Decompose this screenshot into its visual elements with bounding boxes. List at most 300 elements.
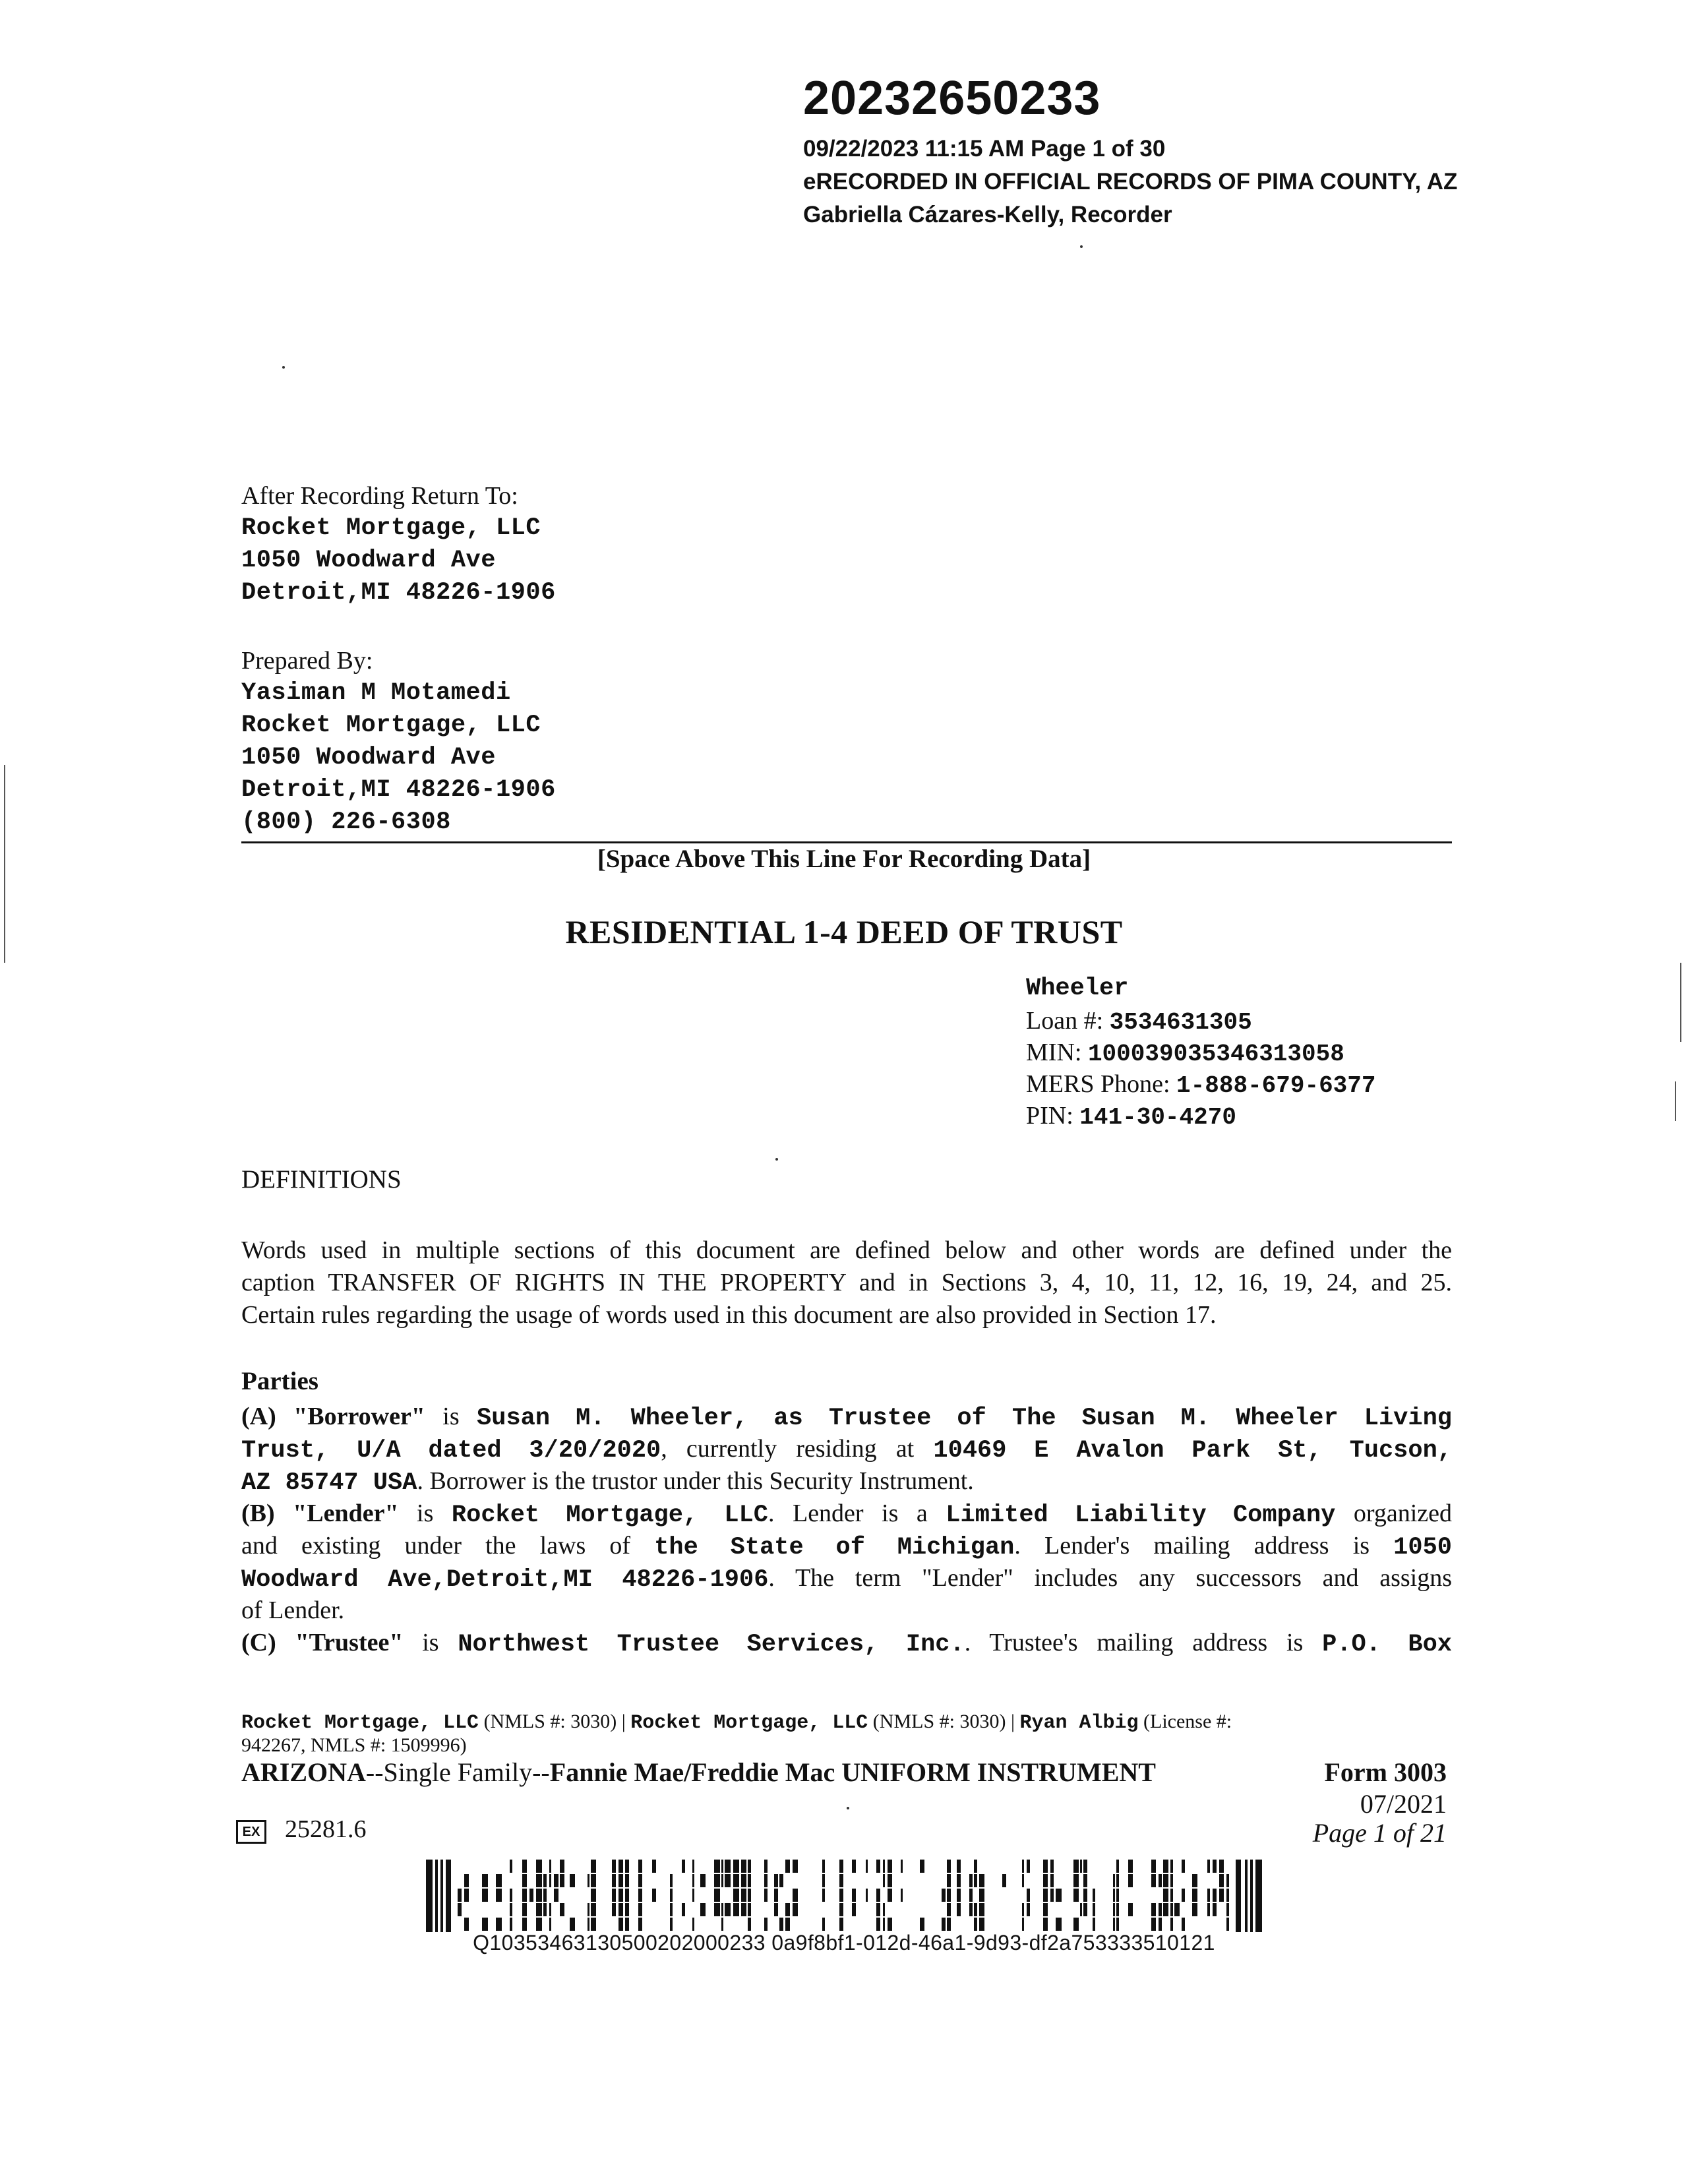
barcode-module bbox=[774, 1903, 778, 1916]
barcode-module bbox=[1159, 1874, 1162, 1887]
barcode-module bbox=[1159, 1918, 1162, 1931]
barcode-module bbox=[1022, 1903, 1024, 1916]
barcode-module bbox=[1022, 1860, 1024, 1873]
barcode-module bbox=[670, 1903, 673, 1916]
barcode-module bbox=[1213, 1860, 1217, 1873]
barcode-module bbox=[748, 1903, 751, 1916]
barcode-module bbox=[779, 1918, 783, 1931]
barcode-module bbox=[522, 1860, 527, 1873]
barcode-module bbox=[942, 1918, 946, 1931]
pin-label: PIN: bbox=[1026, 1102, 1080, 1130]
state-name: ARIZONA bbox=[241, 1757, 366, 1787]
form-date: 07/2021 bbox=[1360, 1789, 1447, 1819]
barcode-module bbox=[1250, 1860, 1253, 1932]
barcode-module bbox=[974, 1903, 977, 1916]
barcode-module bbox=[1182, 1889, 1185, 1902]
text-fragment: is bbox=[398, 1500, 452, 1527]
barcode-module bbox=[969, 1889, 973, 1902]
prepared-by-line: Detroit,MI 48226-1906 bbox=[241, 776, 556, 804]
form-title bbox=[241, 1757, 1156, 1788]
barcode-module bbox=[618, 1889, 623, 1902]
barcode-module bbox=[1192, 1903, 1197, 1916]
barcode-module bbox=[1002, 1874, 1006, 1887]
recording-datetime: 09/22/2023 11:15 AM Page 1 of 30 bbox=[803, 136, 1166, 162]
barcode-module bbox=[839, 1874, 843, 1887]
barcode-module bbox=[1073, 1874, 1079, 1887]
trustee-name: Northwest Trustee Services, Inc. bbox=[458, 1631, 965, 1658]
prepared-by-label: Prepared By: bbox=[241, 647, 373, 675]
barcode-module bbox=[969, 1903, 973, 1916]
barcode-module bbox=[725, 1874, 731, 1887]
barcode-module bbox=[1226, 1903, 1229, 1916]
lender-term: (B) "Lender" bbox=[241, 1500, 399, 1527]
footer-nmls bbox=[241, 1711, 1232, 1734]
barcode-module bbox=[1113, 1903, 1115, 1916]
barcode-module bbox=[852, 1903, 856, 1916]
barcode-module bbox=[822, 1918, 825, 1931]
barcode-module bbox=[510, 1889, 512, 1902]
barcode-module bbox=[464, 1918, 469, 1931]
barcode-module bbox=[1245, 1860, 1248, 1932]
barcode-module bbox=[496, 1889, 502, 1902]
barcode-module bbox=[536, 1860, 542, 1873]
trustee-definition bbox=[241, 1627, 1452, 1661]
lender-definition bbox=[241, 1562, 1452, 1596]
barcode-module bbox=[700, 1903, 706, 1916]
mers-label: MERS Phone: bbox=[1026, 1070, 1177, 1098]
barcode-module bbox=[793, 1903, 798, 1916]
barcode-module bbox=[1192, 1889, 1197, 1902]
barcode-module bbox=[1128, 1874, 1133, 1887]
recorder-name: Gabriella Cázares-Kelly, Recorder bbox=[803, 202, 1172, 228]
barcode-module bbox=[549, 1903, 551, 1916]
text-fragment: (NMLS #: 3030) | bbox=[479, 1711, 631, 1732]
barcode-module bbox=[1073, 1889, 1079, 1902]
barcode-module bbox=[1027, 1889, 1030, 1902]
return-to-label: After Recording Return To: bbox=[241, 482, 518, 510]
barcode-module bbox=[1128, 1860, 1133, 1873]
recording-divider bbox=[241, 841, 1452, 843]
barcode-module bbox=[464, 1874, 469, 1887]
barcode-module bbox=[1255, 1860, 1262, 1932]
lender-entity-type: Limited Liability Company bbox=[946, 1502, 1336, 1529]
borrower-definition bbox=[241, 1433, 1452, 1467]
barcode-module bbox=[652, 1889, 656, 1902]
barcode-module bbox=[725, 1903, 731, 1916]
barcode-module bbox=[692, 1889, 694, 1902]
barcode-module bbox=[638, 1889, 642, 1902]
lender-state: the State of Michigan bbox=[654, 1534, 1015, 1562]
barcode-module bbox=[979, 1918, 984, 1931]
barcode-module bbox=[1116, 1889, 1119, 1902]
barcode-module bbox=[482, 1874, 488, 1887]
barcode-module bbox=[522, 1874, 527, 1887]
barcode-module bbox=[692, 1860, 694, 1873]
barcode-module bbox=[522, 1889, 527, 1902]
barcode-module bbox=[969, 1874, 973, 1887]
barcode-module bbox=[618, 1903, 623, 1916]
barcode-module bbox=[974, 1918, 977, 1931]
barcode-module bbox=[1182, 1918, 1185, 1931]
barcode-module bbox=[725, 1860, 731, 1873]
barcode-module bbox=[1043, 1860, 1048, 1873]
barcode-module bbox=[876, 1918, 880, 1931]
barcode-module bbox=[947, 1860, 951, 1873]
prepared-by-line: (800) 226-6308 bbox=[241, 808, 451, 836]
barcode-module bbox=[1219, 1860, 1224, 1873]
barcode-module bbox=[536, 1874, 542, 1887]
space-above-line: [Space Above This Line For Recording Data] bbox=[597, 845, 1091, 873]
page-number: Page 1 of 21 bbox=[1312, 1818, 1447, 1848]
barcode-module bbox=[764, 1860, 768, 1873]
document-title: RESIDENTIAL 1-4 DEED OF TRUST bbox=[565, 913, 1123, 950]
barcode-module bbox=[822, 1860, 825, 1873]
barcode-module bbox=[1027, 1860, 1030, 1873]
barcode-module bbox=[638, 1874, 642, 1887]
barcode-module bbox=[692, 1918, 694, 1931]
barcode-module bbox=[638, 1918, 642, 1931]
barcode-module bbox=[764, 1874, 768, 1887]
barcode-module bbox=[1043, 1903, 1048, 1916]
barcode-module bbox=[741, 1874, 746, 1887]
barcode-module bbox=[852, 1860, 856, 1873]
barcode-module bbox=[1236, 1860, 1241, 1932]
barcode-module bbox=[625, 1918, 629, 1931]
barcode-module bbox=[1207, 1860, 1210, 1873]
text-fragment: , currently residing at bbox=[661, 1435, 934, 1463]
barcode-module bbox=[522, 1903, 527, 1916]
pin-value: 141-30-4270 bbox=[1079, 1104, 1236, 1131]
barcode-module bbox=[536, 1918, 542, 1931]
barcode-module bbox=[866, 1860, 868, 1873]
barcode-module bbox=[733, 1874, 739, 1887]
barcode bbox=[426, 1860, 1262, 1932]
barcode-module bbox=[543, 1903, 547, 1916]
definitions-text: Certain rules regarding the usage of words used in this document are also provided in Section 17. bbox=[241, 1301, 1217, 1329]
barcode-module bbox=[748, 1860, 751, 1873]
barcode-module bbox=[1043, 1918, 1048, 1931]
barcode-module bbox=[1050, 1874, 1054, 1887]
mers-phone bbox=[1026, 1070, 1376, 1099]
barcode-module bbox=[1163, 1889, 1168, 1902]
borrower-definition bbox=[241, 1465, 1452, 1500]
return-to-line: 1050 Woodward Ave bbox=[241, 547, 496, 574]
barcode-module bbox=[1128, 1903, 1133, 1916]
borrower-address: AZ 85747 USA bbox=[241, 1469, 417, 1497]
lender-definition: of Lender. bbox=[241, 1596, 345, 1624]
barcode-module bbox=[839, 1903, 843, 1916]
barcode-text: Q10353463130500202000233 0a9f8bf1-012d-46a1-9d93-df2a753333510121 bbox=[473, 1931, 1215, 1955]
text-fragment: organized bbox=[1335, 1500, 1453, 1527]
barcode-module bbox=[920, 1860, 924, 1873]
text-fragment: . Trustee's mailing address is bbox=[964, 1629, 1323, 1656]
borrower-surname: Wheeler bbox=[1026, 975, 1129, 1002]
barcode-module bbox=[957, 1903, 961, 1916]
barcode-module bbox=[1022, 1874, 1024, 1887]
text-fragment: --Single Family-- bbox=[365, 1757, 550, 1787]
ex-badge: EX bbox=[236, 1820, 266, 1844]
barcode-module bbox=[979, 1903, 984, 1916]
min-number bbox=[1026, 1038, 1344, 1068]
barcode-module bbox=[785, 1903, 790, 1916]
barcode-module bbox=[638, 1903, 642, 1916]
barcode-module bbox=[974, 1860, 977, 1873]
barcode-module bbox=[482, 1889, 488, 1902]
loan-number-label: Loan #: bbox=[1026, 1007, 1110, 1035]
recording-office: eRECORDED IN OFFICIAL RECORDS OF PIMA COUNTY, AZ bbox=[803, 169, 1458, 195]
scan-edge-mark bbox=[1675, 1081, 1676, 1121]
barcode-module bbox=[888, 1889, 892, 1902]
text-fragment: Rocket Mortgage, LLC bbox=[241, 1712, 479, 1734]
recording-number: 20232650233 bbox=[803, 72, 1101, 125]
barcode-module bbox=[957, 1874, 961, 1887]
borrower-trust: Trust, U/A dated 3/20/2020 bbox=[241, 1437, 661, 1465]
barcode-module bbox=[612, 1874, 616, 1887]
barcode-module bbox=[793, 1889, 798, 1902]
barcode-module bbox=[1163, 1860, 1168, 1873]
prepared-by-line: Yasiman M Motamedi bbox=[241, 679, 511, 707]
barcode-module bbox=[901, 1860, 903, 1873]
barcode-module bbox=[733, 1860, 739, 1873]
lender-definition bbox=[241, 1498, 1452, 1532]
barcode-module bbox=[1170, 1889, 1173, 1902]
barcode-module bbox=[1151, 1918, 1156, 1931]
barcode-module bbox=[888, 1874, 892, 1887]
barcode-module bbox=[458, 1889, 462, 1902]
barcode-module bbox=[785, 1860, 790, 1873]
barcode-module bbox=[748, 1874, 751, 1887]
barcode-module bbox=[549, 1874, 551, 1887]
barcode-module bbox=[426, 1860, 433, 1932]
barcode-module bbox=[779, 1874, 783, 1887]
barcode-module bbox=[852, 1889, 856, 1902]
barcode-module bbox=[1151, 1860, 1156, 1873]
barcode-module bbox=[883, 1903, 885, 1916]
barcode-module bbox=[543, 1874, 547, 1887]
barcode-module bbox=[510, 1860, 512, 1873]
barcode-module bbox=[670, 1874, 673, 1887]
barcode-module bbox=[536, 1889, 542, 1902]
barcode-module bbox=[588, 1903, 589, 1916]
barcode-module bbox=[1093, 1889, 1095, 1902]
borrower-definition bbox=[241, 1401, 1452, 1435]
barcode-module bbox=[458, 1903, 462, 1916]
text-fragment: is bbox=[403, 1629, 458, 1656]
text-fragment: Fannie Mae/Freddie Mac UNIFORM INSTRUMENT bbox=[549, 1757, 1156, 1787]
barcode-module bbox=[1022, 1918, 1024, 1931]
barcode-module bbox=[652, 1860, 656, 1873]
barcode-module bbox=[764, 1918, 768, 1931]
barcode-module bbox=[714, 1860, 720, 1873]
barcode-module bbox=[1163, 1874, 1168, 1887]
barcode-module bbox=[1073, 1860, 1079, 1873]
text-fragment: is bbox=[425, 1403, 477, 1430]
barcode-module bbox=[543, 1889, 547, 1902]
barcode-module bbox=[839, 1889, 843, 1902]
barcode-module bbox=[1043, 1889, 1048, 1902]
text-fragment: . The term "Lender" includes any successors and assigns bbox=[768, 1564, 1452, 1592]
return-to-line: Detroit,MI 48226-1906 bbox=[241, 579, 556, 607]
barcode-module bbox=[591, 1860, 596, 1873]
barcode-module bbox=[1093, 1903, 1095, 1916]
barcode-module bbox=[721, 1874, 723, 1887]
barcode-module bbox=[1174, 1903, 1180, 1916]
barcode-module bbox=[496, 1874, 502, 1887]
scan-speck bbox=[847, 1807, 849, 1809]
scan-edge-mark bbox=[4, 765, 5, 963]
barcode-module bbox=[1170, 1918, 1173, 1931]
loan-number bbox=[1026, 1006, 1252, 1036]
barcode-module bbox=[721, 1860, 723, 1873]
barcode-module bbox=[618, 1918, 623, 1931]
barcode-module bbox=[883, 1860, 885, 1873]
barcode-module bbox=[1083, 1889, 1087, 1902]
barcode-module bbox=[1192, 1874, 1197, 1887]
barcode-module bbox=[947, 1918, 951, 1931]
barcode-module bbox=[1113, 1874, 1115, 1887]
barcode-module bbox=[1050, 1860, 1054, 1873]
barcode-module bbox=[839, 1860, 843, 1873]
barcode-module bbox=[560, 1903, 564, 1916]
barcode-module bbox=[1083, 1874, 1087, 1887]
footer-nmls: 942267, NMLS #: 1509996) bbox=[241, 1734, 467, 1756]
barcode-module bbox=[625, 1860, 629, 1873]
text-fragment: . Borrower is the trustor under this Security Instrument. bbox=[417, 1467, 974, 1495]
barcode-module bbox=[591, 1903, 596, 1916]
prepared-by-line: Rocket Mortgage, LLC bbox=[241, 712, 541, 739]
lender-name: Rocket Mortgage, LLC bbox=[451, 1502, 768, 1529]
barcode-module bbox=[1080, 1903, 1082, 1916]
borrower-address: 10469 E Avalon Park St, Tucson, bbox=[933, 1437, 1452, 1465]
definitions-heading: DEFINITIONS bbox=[241, 1165, 402, 1194]
barcode-module bbox=[1170, 1903, 1173, 1916]
barcode-module bbox=[1226, 1889, 1229, 1902]
barcode-module bbox=[714, 1903, 720, 1916]
barcode-module bbox=[883, 1874, 885, 1887]
barcode-module bbox=[1116, 1874, 1119, 1887]
barcode-module bbox=[741, 1889, 746, 1902]
barcode-module bbox=[901, 1889, 903, 1902]
barcode-module bbox=[1043, 1874, 1048, 1887]
barcode-module bbox=[625, 1889, 629, 1902]
min-label: MIN: bbox=[1026, 1039, 1088, 1066]
barcode-module bbox=[482, 1918, 488, 1931]
barcode-module bbox=[510, 1903, 512, 1916]
barcode-module bbox=[591, 1889, 596, 1902]
barcode-module bbox=[1073, 1918, 1079, 1931]
form-number: Form 3003 bbox=[1324, 1757, 1447, 1787]
form-code: 25281.6 bbox=[285, 1815, 367, 1843]
barcode-module bbox=[440, 1860, 443, 1932]
barcode-module bbox=[1219, 1874, 1224, 1887]
barcode-module bbox=[733, 1889, 739, 1902]
barcode-module bbox=[774, 1874, 778, 1887]
barcode-module bbox=[1159, 1903, 1162, 1916]
borrower-name: Susan M. Wheeler, as Trustee of The Susan M. Wheeler Living bbox=[477, 1405, 1452, 1432]
barcode-module bbox=[612, 1903, 616, 1916]
scan-speck bbox=[1080, 245, 1083, 248]
barcode-module bbox=[591, 1918, 596, 1931]
barcode-module bbox=[920, 1918, 924, 1931]
barcode-module bbox=[785, 1918, 790, 1931]
barcode-module bbox=[536, 1903, 542, 1916]
barcode-module bbox=[1182, 1860, 1185, 1873]
text-fragment: and existing under the laws of bbox=[241, 1532, 655, 1560]
trustee-term: (C) "Trustee" bbox=[241, 1629, 404, 1656]
barcode-module bbox=[1207, 1903, 1210, 1916]
barcode-module bbox=[1207, 1889, 1210, 1902]
barcode-module bbox=[1226, 1918, 1229, 1931]
barcode-module bbox=[560, 1860, 564, 1873]
barcode-module bbox=[741, 1903, 746, 1916]
barcode-module bbox=[822, 1889, 825, 1902]
barcode-module bbox=[876, 1889, 880, 1902]
barcode-module bbox=[588, 1874, 589, 1887]
barcode-module bbox=[560, 1874, 564, 1887]
barcode-module bbox=[446, 1860, 451, 1932]
borrower-term: (A) "Borrower" bbox=[241, 1403, 425, 1430]
barcode-module bbox=[1213, 1889, 1217, 1902]
barcode-module bbox=[947, 1874, 951, 1887]
barcode-module bbox=[1226, 1874, 1229, 1887]
barcode-module bbox=[1083, 1860, 1087, 1873]
text-fragment: . Lender is a bbox=[768, 1500, 946, 1527]
barcode-module bbox=[1113, 1889, 1115, 1902]
barcode-module bbox=[822, 1874, 825, 1887]
barcode-module bbox=[1116, 1918, 1119, 1931]
barcode-module bbox=[1093, 1918, 1095, 1931]
barcode-module bbox=[979, 1874, 984, 1887]
text-fragment: (NMLS #: 3030) | bbox=[868, 1711, 1020, 1732]
barcode-module bbox=[1219, 1889, 1224, 1902]
barcode-module bbox=[1056, 1918, 1062, 1931]
barcode-module bbox=[700, 1874, 706, 1887]
barcode-module bbox=[1083, 1903, 1087, 1916]
min-value: 100039035346313058 bbox=[1087, 1041, 1344, 1068]
barcode-module bbox=[748, 1889, 751, 1902]
barcode-module bbox=[793, 1860, 798, 1873]
barcode-module bbox=[1056, 1889, 1062, 1902]
barcode-module bbox=[522, 1918, 527, 1931]
barcode-module bbox=[529, 1889, 533, 1902]
barcode-module bbox=[748, 1918, 751, 1931]
barcode-module bbox=[741, 1860, 746, 1873]
barcode-module bbox=[957, 1860, 961, 1873]
barcode-module bbox=[682, 1903, 685, 1916]
lender-definition bbox=[241, 1530, 1452, 1564]
barcode-module bbox=[435, 1860, 438, 1932]
text-fragment: . Lender's mailing address is bbox=[1014, 1532, 1394, 1560]
barcode-module bbox=[549, 1860, 551, 1873]
barcode-module bbox=[670, 1889, 673, 1902]
barcode-module bbox=[496, 1918, 502, 1931]
barcode-module bbox=[591, 1874, 596, 1887]
barcode-module bbox=[510, 1918, 512, 1931]
barcode-module bbox=[570, 1918, 575, 1931]
barcode-module bbox=[570, 1874, 575, 1887]
barcode-module bbox=[625, 1874, 629, 1887]
barcode-module bbox=[721, 1903, 723, 1916]
barcode-module bbox=[876, 1903, 880, 1916]
barcode-module bbox=[1080, 1860, 1082, 1873]
barcode-module bbox=[612, 1889, 616, 1902]
barcode-module bbox=[618, 1874, 623, 1887]
lender-address: 1050 bbox=[1393, 1534, 1452, 1562]
barcode-module bbox=[721, 1918, 723, 1931]
barcode-module bbox=[670, 1918, 673, 1931]
barcode-module bbox=[947, 1889, 951, 1902]
barcode-module bbox=[682, 1860, 685, 1873]
